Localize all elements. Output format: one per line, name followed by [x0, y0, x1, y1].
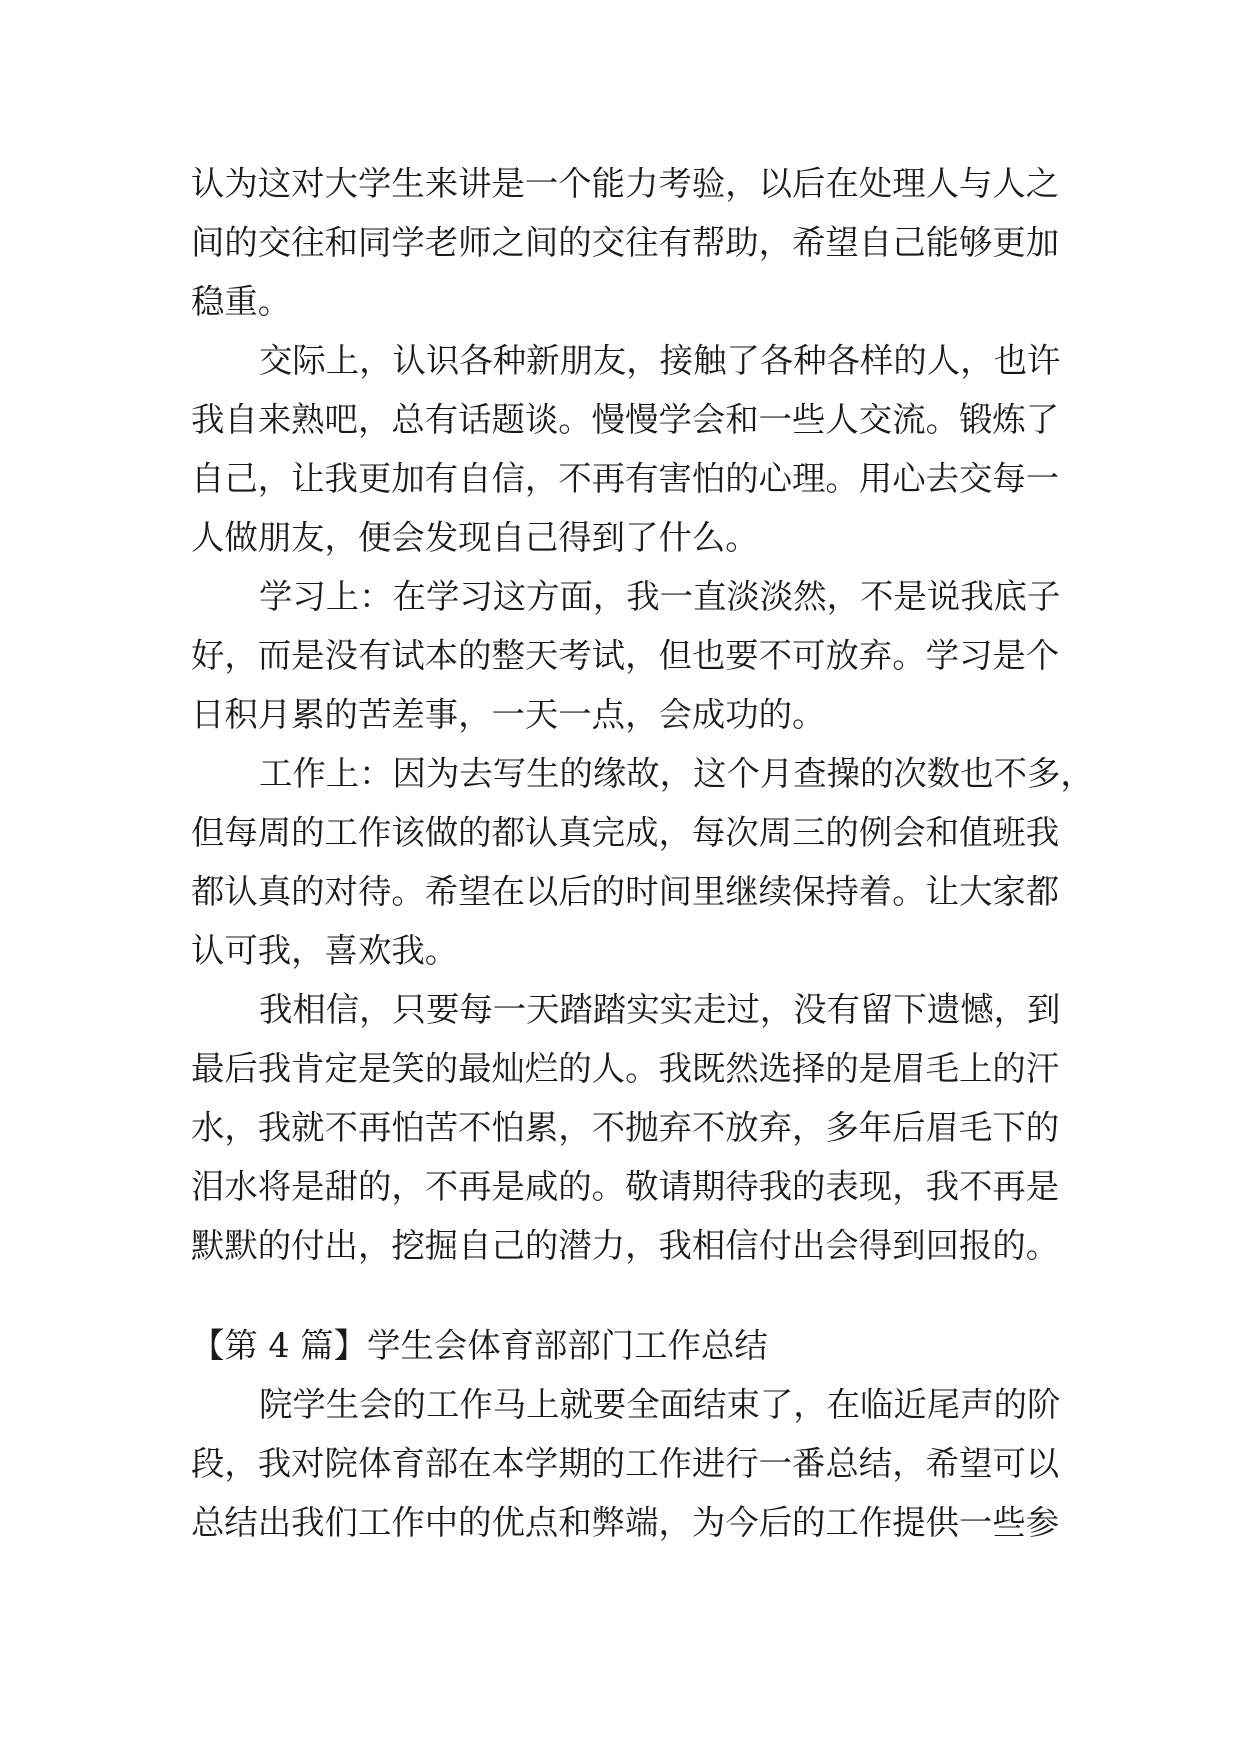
text-line: 认为这对大学生来讲是一个能力考验，以后在处理人与人之: [191, 164, 1060, 203]
paragraph-first-line: 学习上：在学习这方面，我一直淡淡然，不是说我底子: [259, 577, 1061, 616]
paragraph-first-line: 院学生会的工作马上就要全面结束了，在临近尾声的阶: [259, 1385, 1061, 1424]
text-line: 默默的付出，挖掘自己的潜力，我相信付出会得到回报的。: [191, 1226, 1060, 1265]
text-line: 水，我就不再怕苦不怕累，不抛弃不放弃，多年后眉毛下的: [191, 1108, 1060, 1147]
text-line: 段，我对院体育部在本学期的工作进行一番总结，希望可以: [191, 1444, 1060, 1483]
text-line: 好，而是没有试本的整天考试，但也要不可放弃。学习是个: [191, 636, 1060, 675]
text-line: 日积月累的苦差事，一天一点，会成功的。: [191, 695, 826, 734]
text-line: 泪水将是甜的，不再是咸的。敬请期待我的表现，我不再是: [191, 1167, 1060, 1206]
text-line: 但每周的工作该做的都认真完成，每次周三的例会和值班我: [191, 813, 1060, 852]
text-line: 最后我肯定是笑的最灿烂的人。我既然选择的是眉毛上的汗: [191, 1049, 1060, 1088]
paragraph-first-line: 交际上，认识各种新朋友，接触了各种各样的人，也许: [259, 341, 1061, 380]
text-line: 我自来熟吧，总有话题谈。慢慢学会和一些人交流。锻炼了: [191, 400, 1060, 439]
text-line: 人做朋友，便会发现自己得到了什么。: [191, 518, 759, 557]
text-line: 总结出我们工作中的优点和弊端，为今后的工作提供一些参: [191, 1503, 1060, 1542]
text-line: 自己，让我更加有自信，不再有害怕的心理。用心去交每一: [191, 459, 1060, 498]
text-line: 稳重。: [191, 282, 292, 321]
text-line: 间的交往和同学老师之间的交往有帮助，希望自己能够更加: [191, 223, 1060, 262]
section-heading: 【第 4 篇】学生会体育部部门工作总结: [191, 1326, 768, 1365]
paragraph-first-line: 我相信，只要每一天踏踏实实走过，没有留下遗憾，到: [259, 990, 1061, 1029]
text-line: 认可我，喜欢我。: [191, 931, 459, 970]
text-line: 都认真的对待。希望在以后的时间里继续保持着。让大家都: [191, 872, 1060, 911]
paragraph-first-line: 工作上：因为去写生的缘故，这个月查操的次数也不多，: [259, 754, 1094, 793]
